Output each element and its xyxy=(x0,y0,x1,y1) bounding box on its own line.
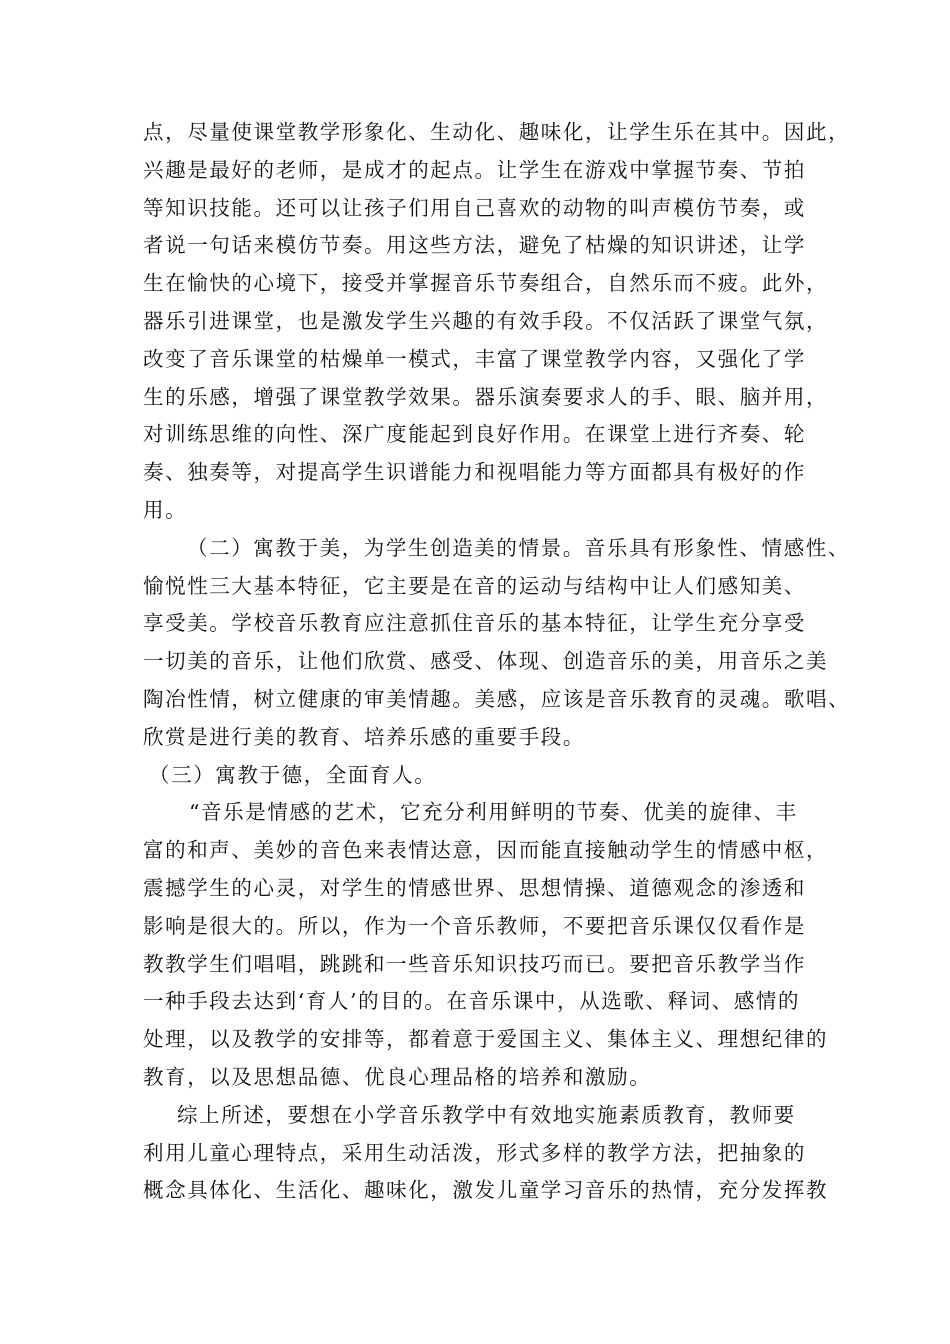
body-text xyxy=(143,114,851,1210)
text-line: 用。 xyxy=(143,497,188,522)
text-line: 点，尽量使课堂教学形象化、生动化、趣味化，让学生乐在其中。因此， xyxy=(143,120,851,144)
conclusion-start-line: 综上所述，要想在小学音乐教学中有效地实施素质教育，教师要 xyxy=(177,1102,796,1127)
text-line: 利用儿童心理特点，采用生动活泼，形式多样的教学方法，把抽象的 xyxy=(143,1140,806,1165)
text-line: 教育，以及思想品德、优良心理品格的培养和激励。 xyxy=(143,1064,652,1089)
text-line: 对训练思维的向性、深广度能起到良好作用。在课堂上进行齐奏、轮 xyxy=(143,422,806,447)
text-line: 改变了音乐课堂的枯燥单一模式，丰富了课堂教学内容，又强化了学 xyxy=(143,346,806,371)
text-line: 概念具体化、生活化、趣味化，激发儿童学习音乐的热情，充分发挥教 xyxy=(143,1178,829,1203)
text-line: 处理，以及教学的安排等，都着意于爱国主义、集体主义、理想纪律的 xyxy=(143,1027,829,1052)
section-heading-2: （二）寓教于美，为学生创造美的情景。音乐具有形象性、情感性、 xyxy=(187,535,850,560)
text-line: 兴趣是最好的老师，是成才的起点。让学生在游戏中掌握节奏、节拍 xyxy=(143,157,806,182)
text-line: 一种手段去达到‘育人’的目的。在音乐课中，从选歌、释词、感情的 xyxy=(143,989,801,1014)
quote-start-line: “音乐是情感的艺术，它充分利用鲜明的节奏、优美的旋律、丰 xyxy=(189,800,798,825)
text-line: 生在愉快的心境下，接受并掌握音乐节奏组合，自然乐而不疲。此外， xyxy=(143,271,829,296)
text-line: 教教学生们唱唱，跳跳和一些音乐知识技巧而已。要把音乐教学当作 xyxy=(143,951,806,976)
text-line: 陶冶性情，树立健康的审美情趣。美感，应该是音乐教育的灵魂。歌唱、 xyxy=(143,686,851,711)
text-line: 器乐引进课堂，也是激发学生兴趣的有效手段。不仅活跃了课堂气氛， xyxy=(143,308,829,333)
text-line: 等知识技能。还可以让孩子们用自己喜欢的动物的叫声模仿节奏，或 xyxy=(143,195,806,220)
text-line: 一切美的音乐，让他们欣赏、感受、体现、创造音乐的美，用音乐之美 xyxy=(143,649,829,674)
section-heading-3: （三）寓教于德，全面育人。 xyxy=(149,762,437,787)
text-line: 影响是很大的。所以，作为一个音乐教师，不要把音乐课仅仅看作是 xyxy=(143,913,806,938)
text-line: 者说一句话来模仿节奏。用这些方法，避免了枯燥的知识讲述，让学 xyxy=(143,233,806,258)
text-line: 富的和声、美妙的音色来表情达意，因而能直接触动学生的情感中枢， xyxy=(143,838,829,863)
text-line: 享受美。学校音乐教育应注意抓住音乐的基本特征，让学生充分享受 xyxy=(143,611,806,636)
text-line: 愉悦性三大基本特征，它主要是在音的运动与结构中让人们感知美、 xyxy=(143,573,806,598)
text-line: 震撼学生的心灵，对学生的情感世界、思想情操、道德观念的渗透和 xyxy=(143,875,806,900)
text-line: 欣赏是进行美的教育、培养乐感的重要手段。 xyxy=(143,724,585,749)
text-line: 生的乐感，增强了课堂教学效果。器乐演奏要求人的手、眼、脑并用， xyxy=(143,384,829,409)
text-line: 奏、独奏等，对提高学生识谱能力和视唱能力等方面都具有极好的作 xyxy=(143,460,806,485)
